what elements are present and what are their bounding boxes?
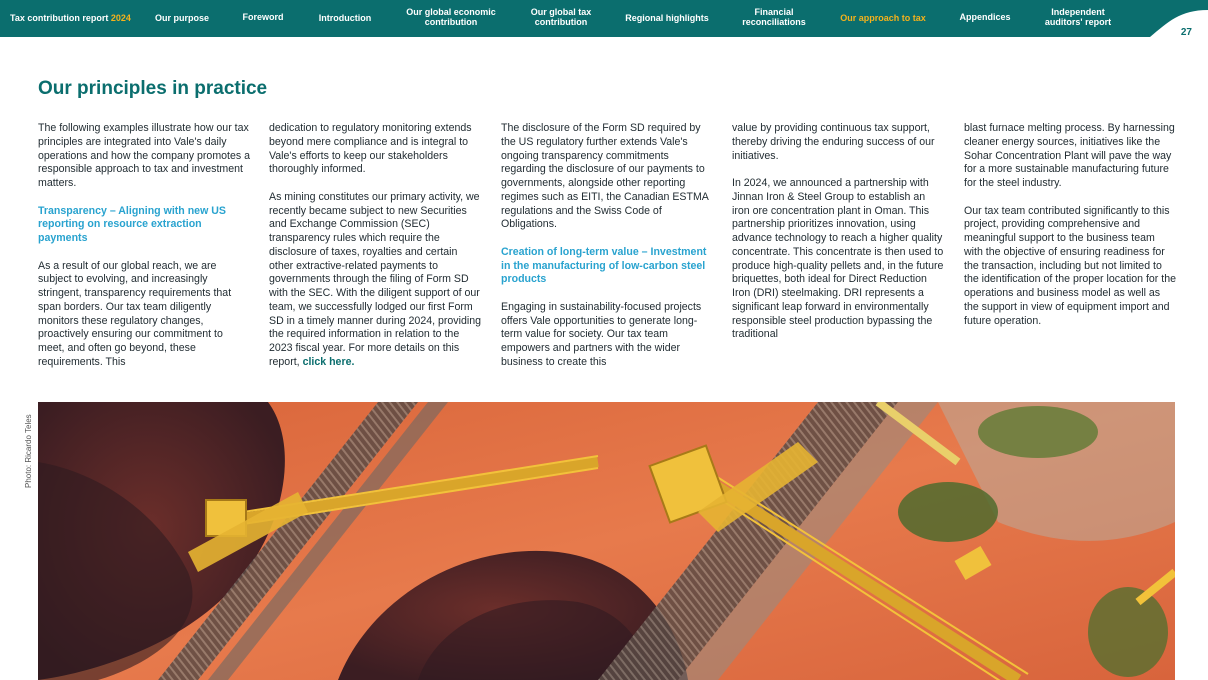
page-number: 27 xyxy=(1180,27,1192,38)
stockyard-illustration xyxy=(38,402,1175,680)
text-column-5 xyxy=(964,122,1176,342)
nav-item-independent-auditors-report[interactable]: Independent auditors' report xyxy=(1044,7,1112,27)
text-column-2 xyxy=(269,122,481,383)
paragraph: As a result of our global reach, we are subject to evolving, and increasingly stringent, transparency requirements that span borders. Our tax team diligently monitors these regulatory changes, proactively ensuring our commitment to meet, and often go beyond, these requirements. This xyxy=(38,259,232,368)
nav-item-our-purpose[interactable]: Our purpose xyxy=(154,13,209,23)
paragraph: value by providing continuous tax support, thereby driving the enduring success of our initiatives. xyxy=(732,122,935,162)
paragraph-text: As mining constitutes our primary activity, we recently became subject to new Securities and Exchange Commission (SEC) transparency rules which require the disclosure of taxes, royalties and certain other extractive-related payments to governments through the filing of Form SD with the SEC. With the diligent support of our team, we successfully lodged our first Form SD in a timely manner during 2024, providing the required information in relation to the 2023 fiscal year. For more details on this report, xyxy=(269,190,481,368)
text-column-3 xyxy=(501,122,713,383)
nav-item-global-tax-contribution[interactable]: Our global tax contribution xyxy=(530,7,592,27)
paragraph: The disclosure of the Form SD required by the US regulatory further extends Vale's ongoing transparency commitments regarding the disclosure of our payments to governments, alongside other reporting regimes such as EITI, the Canadian ESTMA regulations and the Swiss Code of Obligations. xyxy=(501,122,709,231)
nav-item-our-approach-to-tax[interactable]: Our approach to tax xyxy=(840,13,926,23)
page-title: Our principles in practice xyxy=(38,78,268,99)
photo-credit: Photo: Ricardo Teles xyxy=(24,414,33,488)
click-here-link[interactable]: click here. xyxy=(302,355,355,368)
paragraph: The following examples illustrate how our tax principles are integrated into Vale's daily operations and how the company promotes a responsible approach to tax and investment matters. xyxy=(38,122,251,189)
nav-item-financial-reconciliations[interactable]: Financial reconciliations xyxy=(742,7,806,27)
paragraph xyxy=(269,191,481,370)
nav-item-foreword[interactable]: Foreword xyxy=(242,12,284,22)
paragraph: Our tax team contributed significantly to this project, providing comprehensive and meaningful support to the business team with the objective of ensuring readiness for the transaction, including but not limited to the identification of the proper location for the operations and business model as well as the support in view of equipment import and future operation. xyxy=(964,204,1177,327)
nav-report-title[interactable] xyxy=(10,13,131,23)
report-year: 2024 xyxy=(110,13,131,23)
paragraph: dedication to regulatory monitoring extends beyond mere compliance and is integral to Vale's efforts to keep our stakeholders thoroughly informed. xyxy=(269,122,472,176)
nav-item-appendices[interactable]: Appendices xyxy=(959,12,1011,22)
paragraph: Engaging in sustainability-focused projects offers Vale opportunities to generate long-term value for society. Our tax team empowers and partners with the wider business to create this xyxy=(501,300,702,368)
aerial-stockyard-photo xyxy=(38,402,1175,680)
text-column-4 xyxy=(732,122,944,356)
nav-item-global-economic-contribution[interactable]: Our global economic contribution xyxy=(406,7,496,27)
section-heading-long-term-value: Creation of long-term value – Investment in the manufacturing of low-carbon steel products xyxy=(501,245,707,286)
text-column-1 xyxy=(38,122,250,383)
section-heading-transparency: Transparency – Aligning with new US reporting on resource extraction payments xyxy=(38,204,226,244)
report-title-text: Tax contribution report xyxy=(10,13,109,23)
paragraph: blast furnace melting process. By harnessing cleaner energy sources, initiatives like the Sohar Concentration Plant will pave the way for a more sustainable manufacturing future for the steel industry. xyxy=(964,122,1175,189)
nav-item-regional-highlights[interactable]: Regional highlights xyxy=(625,13,709,23)
top-navigation xyxy=(0,0,1208,38)
nav-item-introduction[interactable]: Introduction xyxy=(318,13,372,23)
paragraph: In 2024, we announced a partnership with Jinnan Iron & Steel Group to establish an iron ore concentration plant in Oman. This partnership prioritizes innovation, using advance technology to reach a higher quality concentrate. This concentrate is then used to produce high-quality pellets and, in the future briquettes, both ideal for Direct Reduction Iron (DRI) steelmaking. DRI represents a significant leap forward in environmentally responsible steel production bypassing the traditional xyxy=(732,177,944,341)
